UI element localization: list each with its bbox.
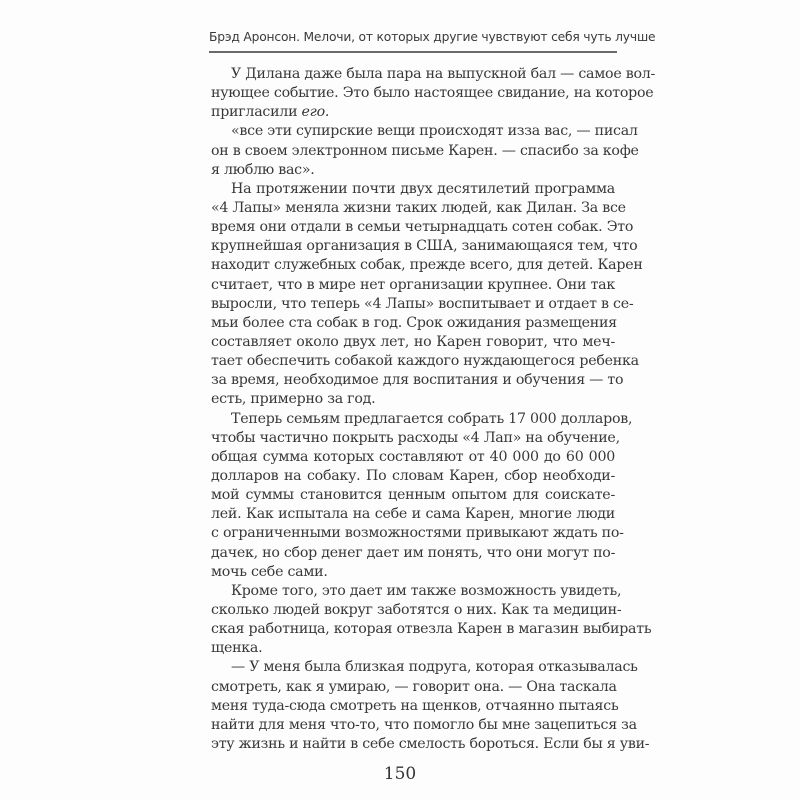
text-line: находит служебных собак, прежде всего, для детей. Карен bbox=[211, 257, 643, 274]
text-line: общая сумма которых составляют от 40 000 до 60 000 bbox=[211, 448, 615, 465]
text-line: за время, необходимое для воспитания и обучения — то bbox=[211, 372, 624, 389]
text-line: лей. Как испытала на себе и сама Карен, многие люди bbox=[211, 506, 615, 523]
header-rule bbox=[209, 51, 617, 53]
text-line: найти для меня что-то, что помогло бы мне зацепиться за bbox=[211, 716, 637, 733]
page-number: 150 bbox=[383, 764, 417, 784]
text-line: выросли, что теперь «4 Лапы» воспитывает и отдает в се- bbox=[211, 295, 634, 312]
text-line: составляет около двух лет, но Карен говорит, что меч- bbox=[211, 333, 615, 350]
text-line: Кроме того, это дает им также возможность увидеть, bbox=[231, 582, 622, 599]
text-line: чтобы частично покрыть расходы «4 Лап» на обучение, bbox=[211, 429, 620, 446]
paragraph bbox=[211, 122, 639, 179]
text-line: «все эти супирские вещи происходят изза вас, — писал bbox=[231, 123, 638, 140]
text-line: мочь себе сами. bbox=[211, 563, 328, 580]
paragraph bbox=[211, 180, 643, 410]
text-line: есть, примерно за год. bbox=[211, 391, 376, 408]
text-line: Теперь семьям предлагается собрать 17 000 долларов, bbox=[231, 410, 633, 427]
text-line: пригласили его. bbox=[211, 104, 330, 121]
text-line: эту жизнь и найти в себе смелость бороться. Если бы я уви- bbox=[211, 735, 650, 752]
text-line: с ограниченными возможностями привыкают ждать по- bbox=[211, 525, 624, 542]
text-line: я люблю вас». bbox=[211, 161, 315, 178]
text-line: дачек, но сбор денег дает им понять, что они могут по- bbox=[211, 544, 616, 561]
text-line: На протяжении почти двух десятилетий программа bbox=[231, 180, 615, 197]
text-line: он в своем электронном письме Карен. — спасибо за кофе bbox=[211, 142, 639, 159]
text-line: мьи более ста собак в год. Срок ожидания размещения bbox=[211, 314, 617, 331]
text-line: время они отдали в семьи четырнадцать сотен собак. Это bbox=[211, 219, 634, 236]
running-header: Брэд Аронсон. Мелочи, от которых другие чувствуют себя чуть лучше bbox=[209, 30, 656, 44]
text-line: «4 Лапы» меняла жизни таких людей, как Дилан. За все bbox=[211, 199, 626, 216]
text-line: меня туда-сюда смотреть на щенков, отчаянно пытаясь bbox=[211, 697, 619, 714]
text-line: щенка. bbox=[211, 640, 263, 657]
text-line: сколько людей вокруг заботятся о них. Как та медицин- bbox=[211, 601, 622, 618]
paragraph bbox=[211, 582, 652, 659]
page-body bbox=[211, 65, 656, 754]
text-line: ская работница, которая отвезла Карен в магазин выбирать bbox=[211, 621, 652, 638]
text-line: тает обеспечить собакой каждого нуждающегося ребенка bbox=[211, 353, 639, 370]
paragraph bbox=[211, 65, 656, 122]
text-line: У Дилана даже была пара на выпускной бал — самое вол- bbox=[231, 66, 656, 82]
text-line: — У меня была близкая подруга, которая отказывалась bbox=[231, 659, 638, 676]
text-line: мой суммы становится ценным опытом для соискате- bbox=[211, 487, 615, 504]
text-line: смотреть, как я умираю, — говорит она. — Она таскала bbox=[211, 678, 617, 695]
text-line: долларов на собаку. По словам Карен, сбор необходи- bbox=[211, 467, 615, 484]
paragraph bbox=[211, 410, 633, 582]
text-line: считает, что в мире нет организации крупнее. Они так bbox=[211, 276, 615, 293]
text-line: крупнейшая организация в США, занимающаяся тем, что bbox=[211, 238, 638, 255]
text-line: нующее событие. Это было настоящее свидание, на которое bbox=[211, 85, 654, 102]
paragraph bbox=[211, 658, 650, 754]
